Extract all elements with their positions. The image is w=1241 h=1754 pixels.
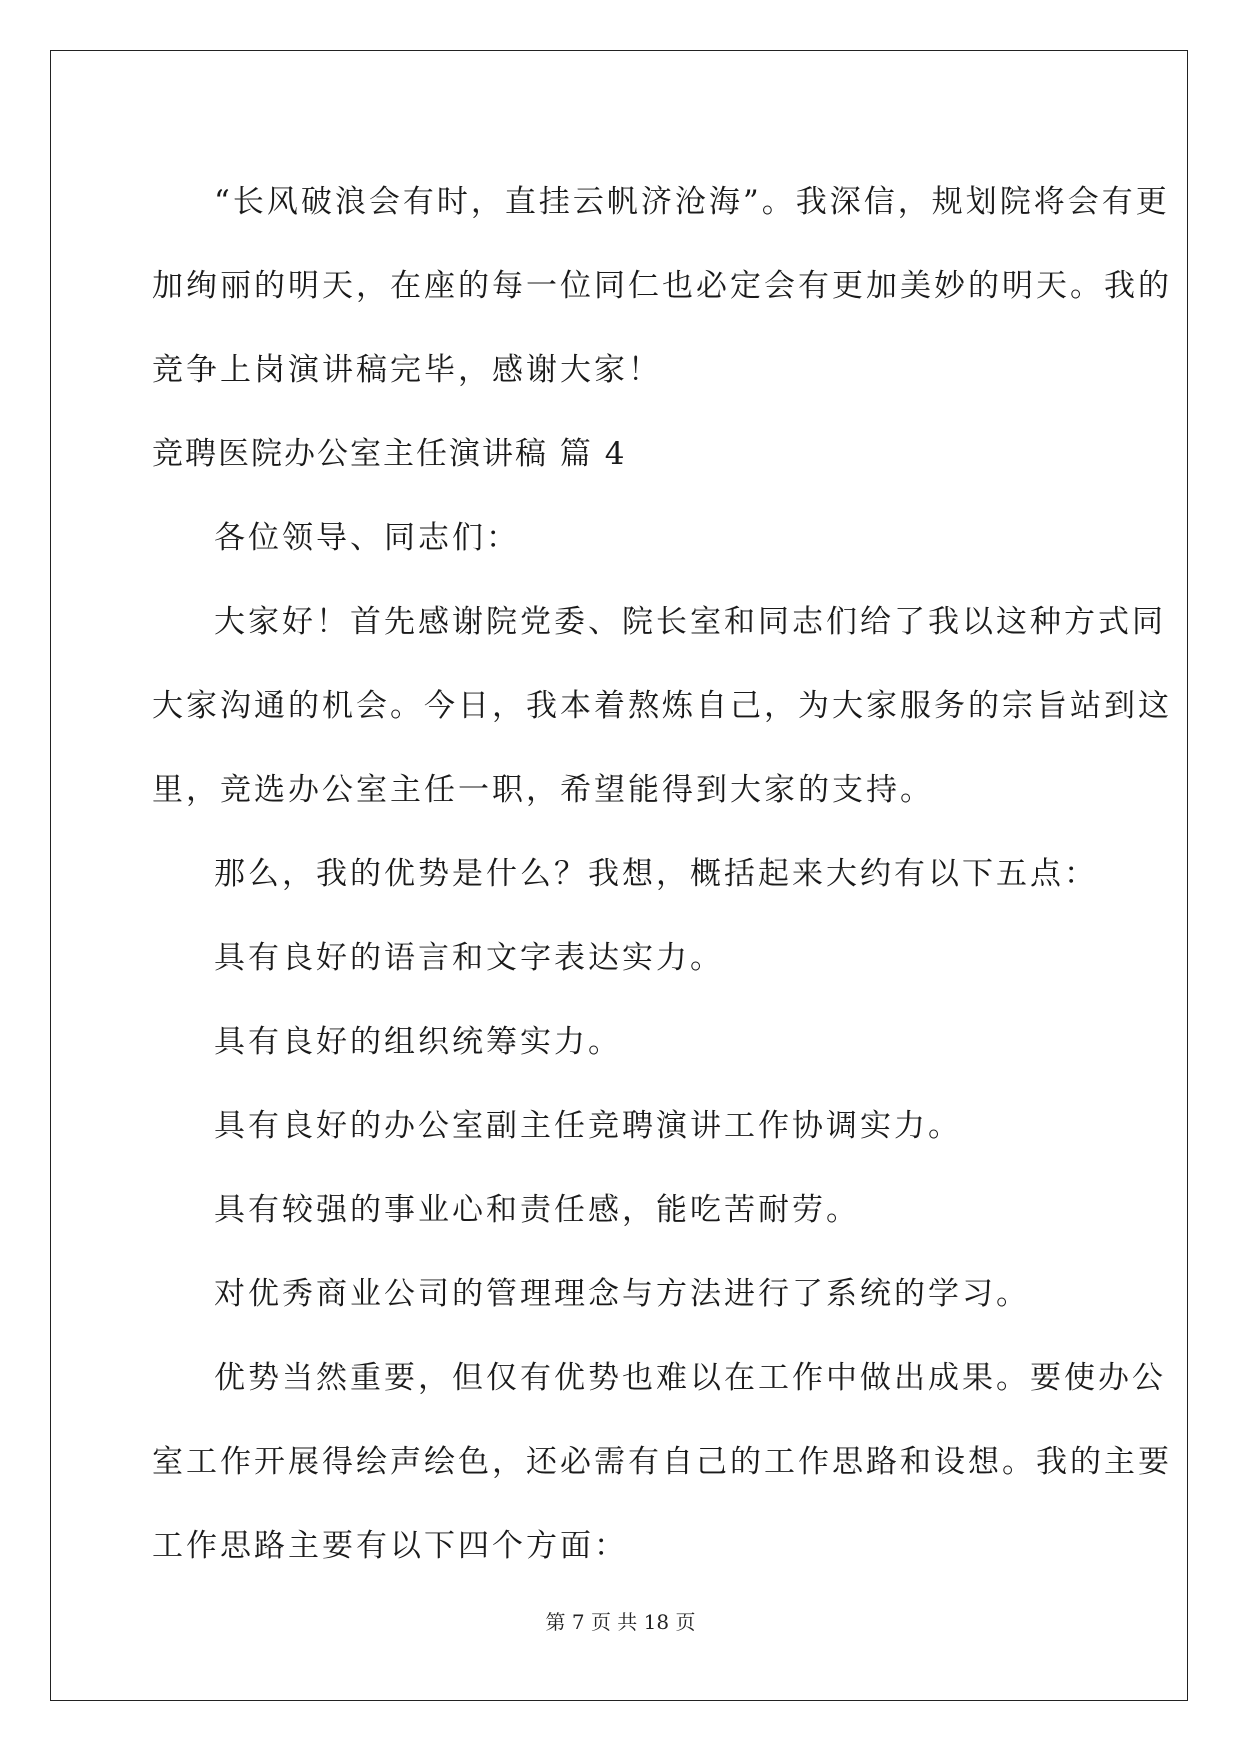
paragraph-line: “长风破浪会有时，直挂云帆济沧海”。我深信，规划院将会有更 [214, 184, 1170, 220]
paragraph-line: 大家好！首先感谢院党委、院长室和同志们给了我以这种方式同 [214, 604, 1166, 640]
paragraph-line: 那么，我的优势是什么？我想，概括起来大约有以下五点： [214, 856, 1098, 892]
section-heading: 竞聘医院办公室主任演讲稿 篇 4 [152, 436, 627, 472]
paragraph-line: 工作思路主要有以下四个方面： [152, 1528, 628, 1564]
paragraph-line: 优势当然重要，但仅有优势也难以在工作中做出成果。要使办公 [214, 1360, 1166, 1396]
page-number: 第 7 页 共 18 页 [545, 1610, 696, 1634]
salutation: 各位领导、同志们： [214, 520, 520, 556]
paragraph-line: 室工作开展得绘声绘色，还必需有自己的工作思路和设想。我的主要 [152, 1444, 1172, 1480]
list-item: 具有良好的组织统筹实力。 [214, 1024, 622, 1060]
list-item: 具有良好的办公室副主任竞聘演讲工作协调实力。 [214, 1108, 962, 1144]
list-item: 具有良好的语言和文字表达实力。 [214, 940, 724, 976]
list-item: 具有较强的事业心和责任感，能吃苦耐劳。 [214, 1192, 860, 1228]
paragraph-line: 里，竞选办公室主任一职，希望能得到大家的支持。 [152, 772, 934, 808]
paragraph-line: 大家沟通的机会。今日，我本着熬炼自己，为大家服务的宗旨站到这 [152, 688, 1172, 724]
document-body [152, 160, 1172, 1588]
paragraph-line: 竞争上岗演讲稿完毕，感谢大家！ [152, 352, 662, 388]
list-item: 对优秀商业公司的管理理念与方法进行了系统的学习。 [214, 1276, 1030, 1312]
paragraph-line: 加绚丽的明天，在座的每一位同仁也必定会有更加美妙的明天。我的 [152, 268, 1172, 304]
